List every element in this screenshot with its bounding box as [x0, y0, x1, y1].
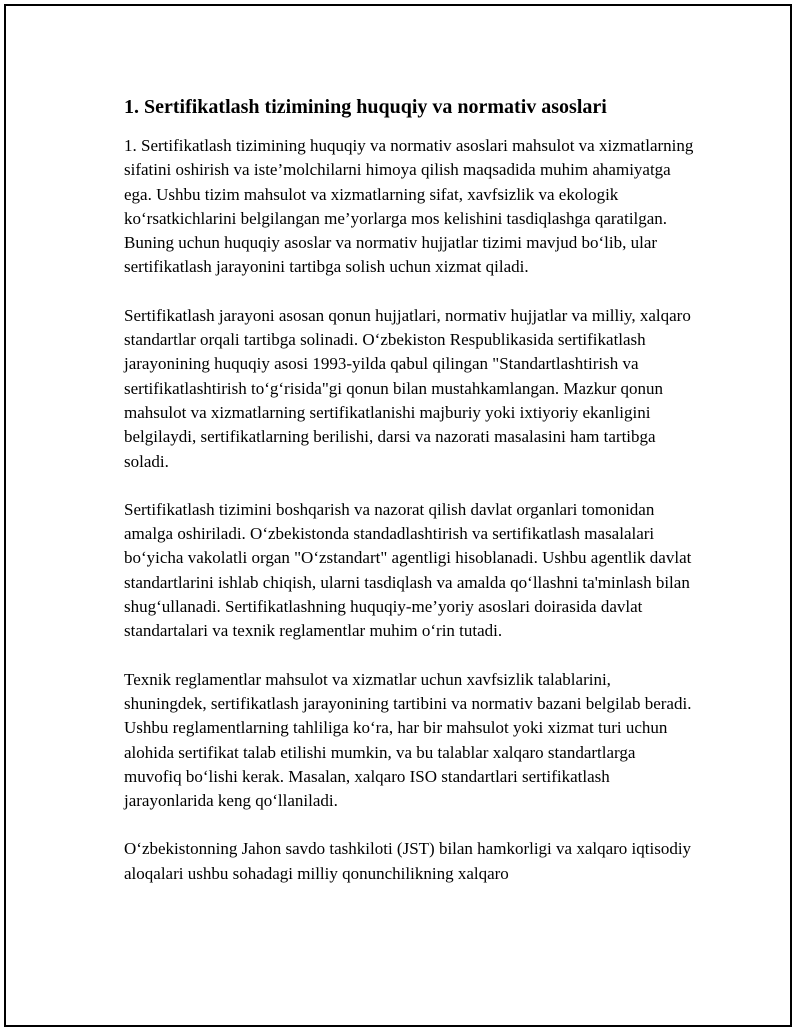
paragraph-2: Sertifikatlash jarayoni asosan qonun hujjatlari, normativ hujjatlar va milliy, xalqaro standartlar orqali tartibga solinadi. O‘zbekiston Respublikasida sertifikatlash jarayonining huquqiy asosi 1993-yilda qabul qilingan "Standartlashtirish va sertifikatlashtirish to‘g‘risida"gi qonun bilan mustahkamlangan. Mazkur qonun mahsulot va xizmatlarning sertifikatlanishi majburiy yoki ixtiyoriy ekanligini belgilaydi, sertifikatlarning berilishi, darsi va nazorati masalasini ham tartibga soladi. — [124, 305, 691, 471]
document-body — [124, 94, 696, 910]
document-heading: 1. Sertifikatlash tizimining huquqiy va normativ asoslari — [124, 96, 607, 118]
paragraph-4: Texnik reglamentlar mahsulot va xizmatlar uchun xavfsizlik talablarini, shuningdek, sertifikatlash jarayonining tartibini va normativ bazani belgilab beradi. Ushbu reglamentlarning tahliliga ko‘ra, har bir mahsulot yoki xizmat turi uchun alohida sertifikat talab etilishi mumkin, va bu talablar xalqaro standartlarga muvofiq bo‘lishi kerak. Masalan, xalqaro ISO standartlari sertifikatlash jarayonlarida keng qo‘llaniladi. — [124, 669, 692, 811]
paragraph-1: 1. Sertifikatlash tizimining huquqiy va normativ asoslari mahsulot va xizmatlarning sifatini oshirish va iste’molchilarni himoya qilish maqsadida muhim ahamiyatga ega. Ushbu tizim mahsulot va xizmatlarning sifat, xavfsizlik va ekologik ko‘rsatkichlarini belgilangan me’yorlarga mos kelishini tasdiqlashga qaratilgan. Buning uchun huquqiy asoslar va normativ hujjatlar tizimi mavjud bo‘lib, ular sertifikatlash jarayonini tartibga solish uchun xizmat qiladi. — [124, 136, 694, 277]
paragraph-5: O‘zbekistonning Jahon savdo tashkiloti (JST) bilan hamkorligi va xalqaro iqtisodiy aloqalari ushbu sohadagi milliy qonunchilikning xalqaro — [124, 839, 692, 883]
document-page — [4, 4, 792, 1027]
paragraph-3: Sertifikatlash tizimini boshqarish va nazorat qilish davlat organlari tomonidan amalga oshiriladi. O‘zbekistonda standadlashtirish va sertifikatlash masalalari bo‘yicha vakolatli organ "O‘zstandart" agentligi hisoblanadi. Ushbu agentlik davlat standartlarini ishlab chiqish, ularni tasdiqlash va amalda qo‘llashni ta'minlash bilan shug‘ullanadi. Sertifikatlashning huquqiy-me’yoriy asoslari doirasida davlat standartalari va texnik reglamentlar muhim o‘rin tutadi. — [124, 499, 692, 641]
